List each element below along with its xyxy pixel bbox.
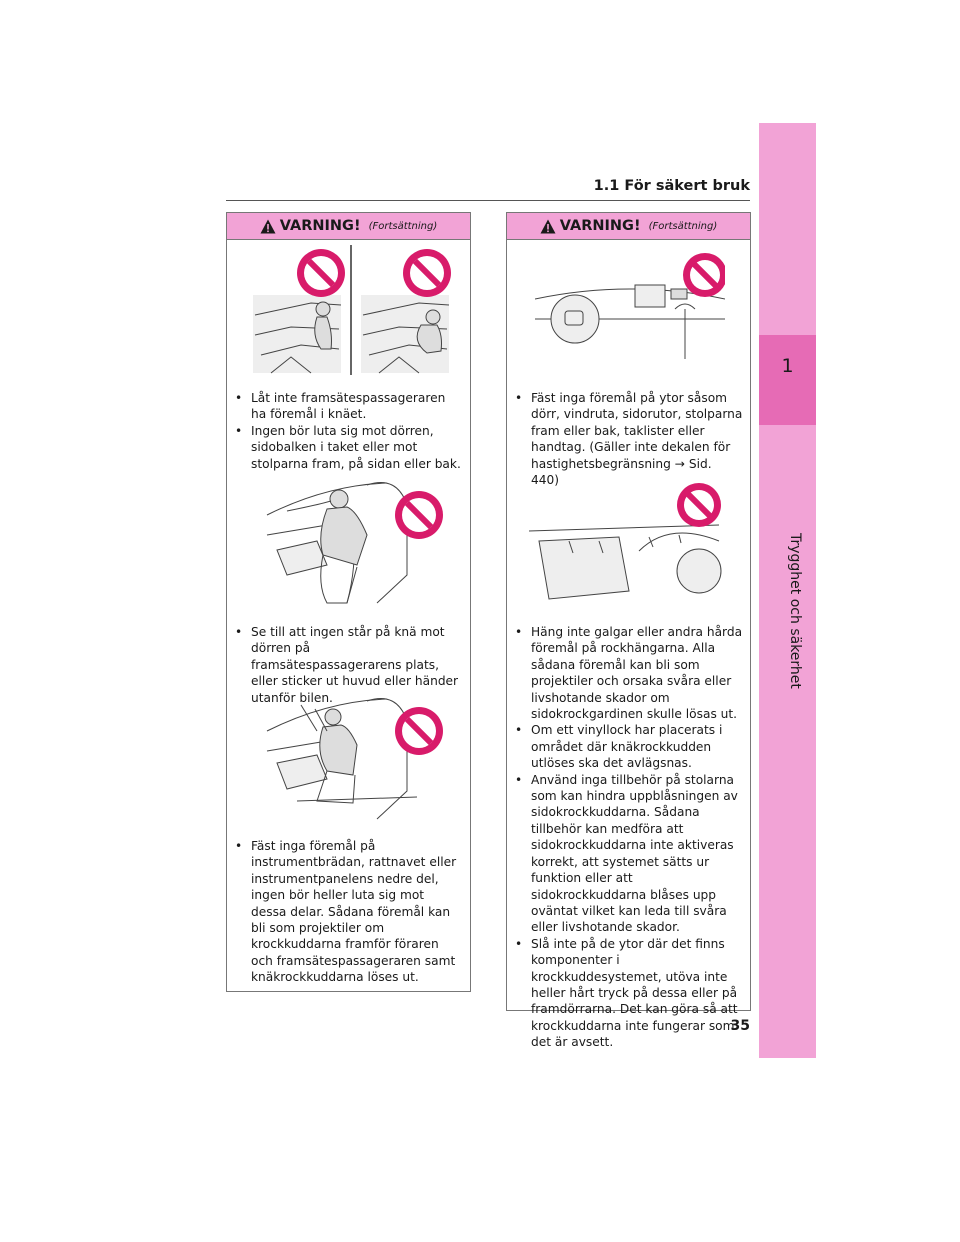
illustration-lap-and-lean [251,245,451,375]
chapter-title: Trygghet och säkerhet [787,533,803,689]
bullet-list-4 [513,390,743,488]
warning-header [507,213,750,240]
list-item: • Använd inga tillbehör på stolarna som kan hindra uppblåsningen av sidokrockkuddarna. Sådana tillbehör kan medföra att sidokrockkuddarna inte aktiveras korrekt, att systemet sätts ur funktion eller att sidokrockkuddarna blåses upp oväntat vilket kan leda till svåra eller livshotande skador. [515,772,738,935]
illustration-dashboard-objects [535,249,725,359]
page-number: 35 [730,1018,750,1034]
warning-subtitle: (Fortsättning) [648,220,718,232]
section-title: 1.1 För säkert bruk [593,178,750,194]
warning-triangle-icon [540,219,556,234]
list-item: • Fäst inga föremål på instrumentbrädan, rattnavet eller instrumentpanelens nedre del, ingen bör heller luta sig mot dessa delar. Sådana föremål kan bli som projektiler om krockkuddarna framför föraren och framsätespassageraren samt knäkrockkuddarna löses ut. [235,839,457,985]
list-item: • Om ett vinyllock har placerats i området där knäkrockkudden utlöses ska det avlägsnas. [515,723,723,771]
warning-triangle-icon [260,219,276,234]
chapter-side-tab [759,123,816,1058]
warning-title: VARNING! [279,218,361,234]
list-item: • Ingen bör luta sig mot dörren, sidobalken i taket eller mot stolparna fram, på sidan eller bak. [235,423,461,471]
bullet-list-3 [233,838,463,986]
list-item: • Fäst inga föremål på ytor såsom dörr, vindruta, sidorutor, stolparna fram eller bak, taklister eller handtag. (Gäller inte dekalen för hastighetsbegränsning → Sid. 440) [515,391,743,488]
chapter-number: 1 [781,355,794,377]
illustration-window-objects [529,481,729,606]
warning-subtitle: (Fortsättning) [368,220,438,232]
warning-title: VARNING! [559,218,641,234]
chapter-block [759,335,816,425]
bullet-list-1 [233,390,463,472]
warning-box-left [226,212,471,992]
header-divider [226,200,750,201]
list-item: • Häng inte galgar eller andra hårda föremål på rockhängarna. Alla sådana föremål kan bli som projektiler och orsaka svåra eller livshotande skador om sidokrockgardinen skulle lösas ut. [515,625,743,722]
list-item: • Låt inte framsätespassageraren ha föremål i knäet. [235,391,446,422]
warning-header [227,213,470,240]
bullet-list-5 [513,624,743,1051]
illustration-door-lean [257,475,457,605]
list-item: • Se till att ingen står på knä mot dörren på framsätespassagerarens plats, eller sticker ut huvud eller händer utanför bilen. [235,625,459,705]
illustration-kneeling [257,691,457,821]
list-item: • Slå inte på de ytor där det finns komponenter i krockkuddesystemet, utöva inte heller hårt tryck på dessa eller på framdörrarna. Det kan göra så att krockkuddarna inte fungerar som det är avsett. [515,936,738,1050]
